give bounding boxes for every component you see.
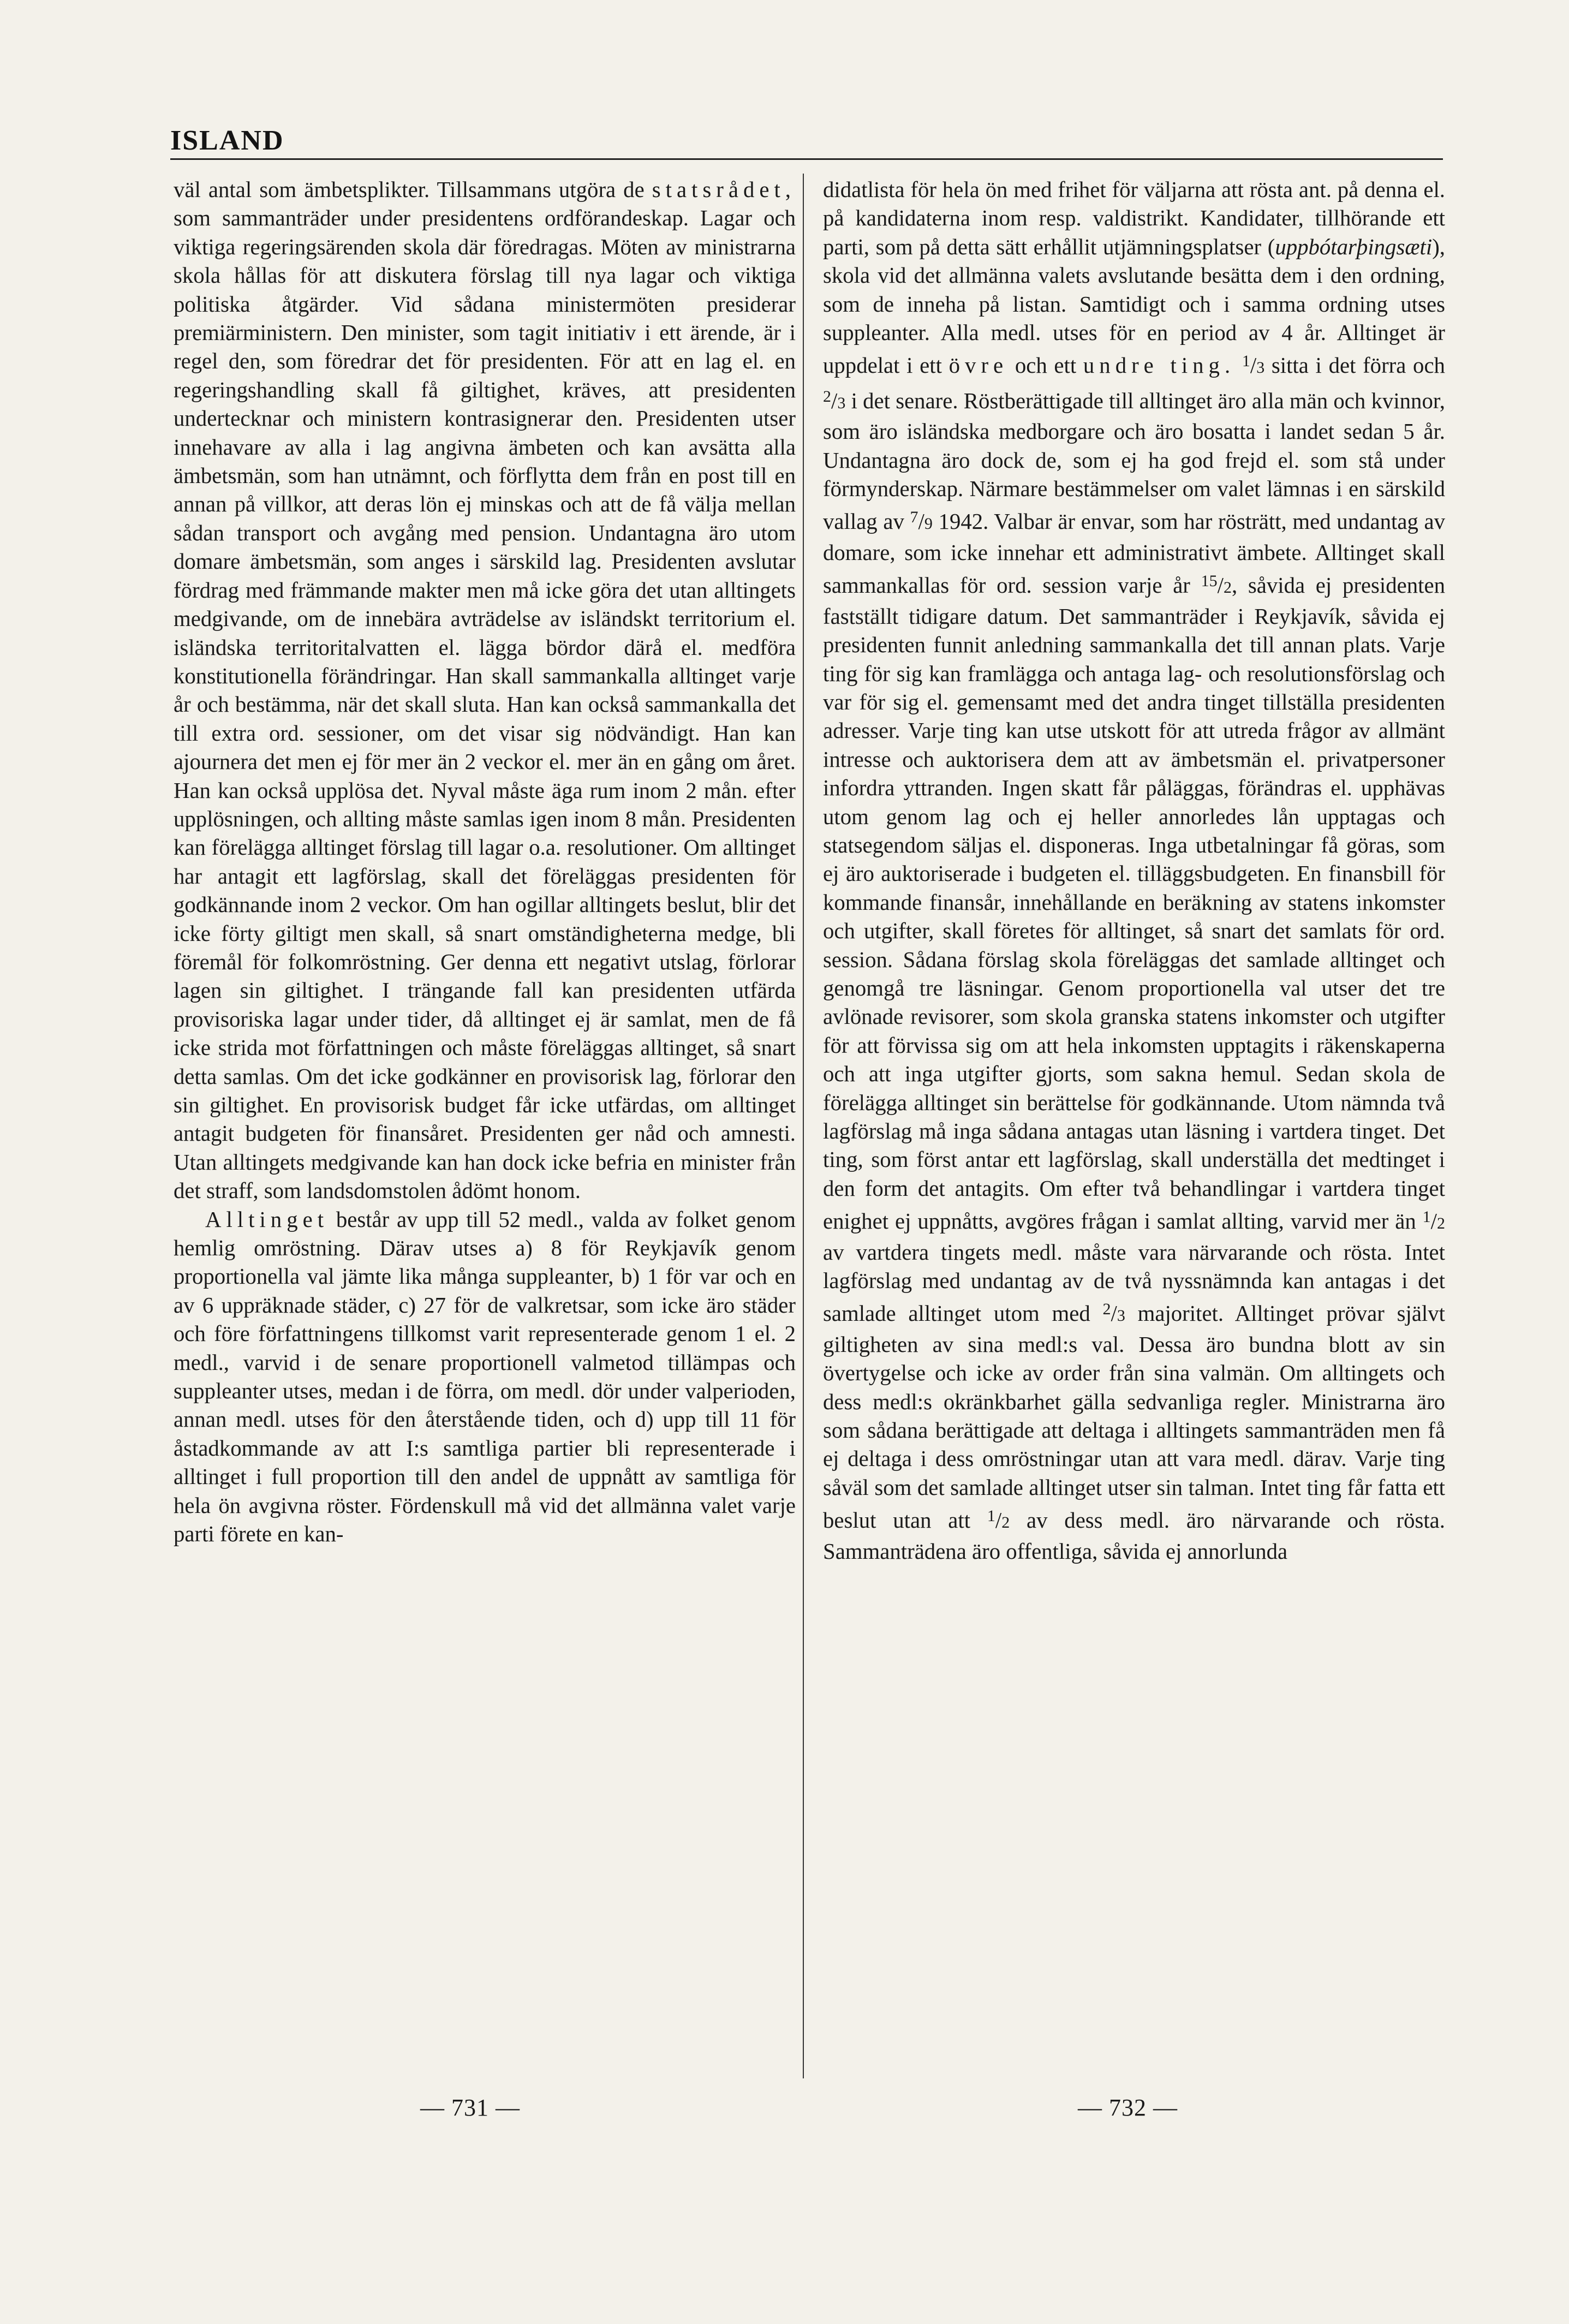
left-column	[174, 176, 796, 2070]
spaced-term-ovre: övre	[948, 353, 1009, 378]
text-run: och ett	[1015, 353, 1077, 378]
text-run: majoritet. Alltinget prövar självt giltigheten av sina medl:s val. Dessa äro bundna blott av sin övertygelse och icke av order från sina valmän. Om alltingets och dess medl:s okränkbarhet gälla sedvanliga regler. Ministrarna äro som sådana berättigade att deltaga i alltingets sammanträden men få ej deltaga i dess omröstningar utan att vara medl. därav. Varje ting såväl som det samlade alltinget utser sin talman. Intet ting får fatta ett beslut utan att	[823, 1301, 1446, 1533]
column-divider	[803, 174, 804, 2078]
text-run: , såvida ej presidenten fastställt tidigare datum. Det sammanträder i Reykjavík, såvida ej presidenten funnit anledning sammankalla det till annan plats. Varje ting för sig kan framlägga och antaga lag- och resolutionsförslag och var för sig el. gemensamt med det andra tinget tillställa presidenten adresser. Varje ting kan utse utskott för att utreda frågor av allmänt intresse och auktorisera dem att av ämbetsmän el. privatpersoner infordra yttranden. Ingen skatt får påläggas, förändras el. upphävas utom genom lag och ej heller annorledes lån upptagas och statsegendom säljas el. disponeras. Inga utbetalningar få göras, som ej äro auktoriserade i budgeten el. tilläggsbudgeten. En finansbill för kommande finansår, innehållande en beräkning av statens inkomster och utgifter, skall företes för alltinget, så snart det samlats för ord. session. Sådana förslag skola föreläggas det samlade alltinget och genomgå tre läsningar. Genom proportionella val utser det tre avlönade revisorer, som skola granska statens inkomster och utgifter för att förvissa sig om att hela inkomsten upptagits i räkenskaperna och att inga utgifter gjorts, som sakna hemul. Sedan skola de förelägga alltinget sin berättelse för godkännande. Utom nämnda två lagförslag må inga sådana antagas utan läsning i vartdera tinget. Det ting, som först antar ett lagförslag, skall underställa det medtinget i den form det antagits. Om efter två behandlingar i vartdera tinget enighet ej uppnåtts, avgöres frågan i samlat allting, varvid mer än	[823, 573, 1446, 1234]
text-run: av dess medl. äro närvarande och rösta. Sammanträdena äro offentliga, såvida ej annorlunda	[823, 1508, 1445, 1564]
fraction-numerator: 15	[1201, 572, 1218, 591]
spaced-term-statsradet: statsrådet,	[652, 177, 796, 202]
text-run: 1942. Valbar är envar, som har rösträtt, med undantag av domare, som icke innehar ett administrativt ämbete. Alltinget skall sammankallas för ord. session varje år	[823, 509, 1446, 598]
fraction: $^2$/3	[1102, 1300, 1125, 1326]
fraction-denominator: 2	[1437, 1214, 1445, 1233]
fraction-denominator: 3	[837, 394, 846, 412]
spaced-term-alltinget: Alltinget	[205, 1207, 329, 1232]
page-number-left: — 731 —	[420, 2094, 520, 2121]
running-header-title: ISLAND	[170, 125, 284, 156]
fraction-denominator: 3	[1117, 1307, 1125, 1325]
fraction-numerator: 1	[1242, 352, 1250, 371]
right-paragraph-1	[823, 176, 1445, 1566]
italic-term: uppbótarþingsæti	[1275, 234, 1433, 259]
fraction-denominator: 2	[1001, 1513, 1010, 1532]
fraction-numerator: 2	[823, 387, 831, 406]
left-paragraph-1	[174, 176, 796, 1206]
spaced-term-undre-ting: undre ting.	[1083, 353, 1236, 378]
fraction-denominator: 2	[1223, 579, 1232, 597]
text-run: i det senare. Röstberättigade till alltinget äro alla män och kvinnor, som äro isländska medborgare och äro bosatta i landet sedan 5 år. Undantagna äro dock de, som ej ha god frejd el. som stå under förmynderskap. Närmare bestämmelser om valet lämnas i en särskild vallag av	[823, 388, 1446, 534]
right-column	[823, 176, 1445, 2070]
date-fraction: $^{15}$/2	[1201, 572, 1232, 598]
fraction-denominator: 3	[1256, 359, 1265, 377]
text-run: av vartdera tingets medl. måste vara närvarande och rösta. Intet lagförslag med undantag av de två nyssnämnda kan antagas i det samlade alltinget utom med	[823, 1240, 1445, 1326]
fraction: $^2$/3	[823, 387, 846, 413]
left-paragraph-2	[174, 1206, 796, 1549]
text-run: består av upp till 52 medl., valda av folket genom hemlig omröstning. Därav utses a) 8 för Reykjavík genom proportionella val jämte lika många suppleanter, b) 1 för var och en av 6 uppräknade städer, c) 27 för de valkretsar, som icke äro städer och före författningens tillkomst varit representerade genom 1 el. 2 medl., varvid i de senare proportionell valmetod tillämpas och suppleanter utses, medan i de förra, om medl. dör under valperioden, annan medl. utses för den återstående tiden, och d) upp till 11 för åstadkommande av att I:s samtliga partier bli representerade i alltinget i full proportion till den andel de uppnått av samtliga för hela ön avgivna röster. Fördenskull må vid det allmänna valet varje parti förete en kan-	[174, 1207, 796, 1547]
text-run: som sammanträder under presidentens ordförandeskap. Lagar och viktiga regeringsärenden skola där föredragas. Möten av ministrarna skola hållas för att diskutera förslag till nya lagar och viktiga politiska åtgärder. Vid sådana ministermöten presiderar premiärministern. Den minister, som tagit initiativ i ett ärende, är i regel den, som föredrar det för presidenten. För att en lag el. en regeringshandling skall få giltighet, kräves, att presidenten undertecknar och ministern kontrasignerar den. Presidenten utser innehavare av alla i lag angivna ämbeten och kan avsätta alla ämbetsmän, som han utnämnt, och förflytta dem från en post till en annan på villkor, att deras lön ej minskas och att de få välja mellan sådan transport och avgång med pension. Undantagna äro utom domare ämbetsmän, som anges i särskild lag. Presidenten avslutar fördrag med främmande makter men må icke göra det utan alltingets medgivande, om de innebära avträdelse av isländskt territorium el. isländska territoritalvatten el. lägga bördor därå el. medföra konstitutionella förändringar. Han skall sammankalla alltinget varje år och bestämma, när det skall sluta. Han kan också sammankalla det till extra ord. sessioner, om det visar sig nödvändigt. Han kan ajournera det men ej för mer än 2 veckor el. mer än en gång om året. Han kan också upplösa det. Nyval måste äga rum inom 2 mån. efter upplösningen, och allting måste samlas igen inom 8 mån. Presidenten kan förelägga alltinget förslag till lagar o.a. resolutioner. Om alltinget har antagit ett lagförslag, skall det föreläggas presidenten för godkännande inom 2 veckor. Om han ogillar alltingets beslut, blir det icke förty giltigt men skall, så snart omständigheterna medge, bli föremål för folkomröstning. Ger denna ett negativt utslag, förlorar lagen sin giltighet. I trängande fall kan presidenten utfärda provisoriska lagar under tider, då alltinget ej är samlat, men de få icke strida mot författningen och måste föreläggas alltinget, så snart detta samlas. Om det icke godkänner en provisorisk lag, förlorar den sin giltighet. En provisorisk budget får icke utfärdas, om alltinget antagit budgeten för finansåret. Presidenten ger nåd och amnesti. Utan alltingets medgivande kan han dock icke befria en minister från det straff, som landsdomstolen ådömt honom.	[174, 206, 796, 1203]
fraction-numerator: 2	[1102, 1300, 1111, 1319]
date-fraction: $^7$/9	[910, 508, 933, 534]
fraction-denominator: 9	[924, 515, 933, 533]
fraction-numerator: 1	[987, 1507, 995, 1526]
text-run: väl antal som ämbetsplikter. Tillsammans utgöra de	[174, 177, 645, 202]
fraction-numerator: 1	[1422, 1208, 1431, 1226]
text-run: didatlista för hela ön med frihet för väljarna att rösta ant. på denna el. på kandidaterna inom resp. valdistrikt. Kandidater, tillhörande ett parti, som på detta sätt erhållit utjämningsplatser (	[823, 177, 1445, 259]
fraction: $^1$/2	[1422, 1208, 1445, 1234]
fraction-numerator: 7	[910, 508, 918, 527]
fraction: $^1$/2	[987, 1507, 1010, 1533]
header-rule	[170, 158, 1443, 160]
page-number-right: — 732 —	[1078, 2094, 1178, 2121]
text-run: sitta i det förra och	[1271, 353, 1445, 378]
text-run: ), skola vid det allmänna valets avslutande besätta dem i den ordning, som de inneha på listan. Samtidigt och i samma ordning utses suppleanter. Alla medl. utses för en period av 4 år. Alltinget är uppdelat i ett	[823, 234, 1445, 378]
fraction: $^1$/3	[1242, 352, 1265, 378]
